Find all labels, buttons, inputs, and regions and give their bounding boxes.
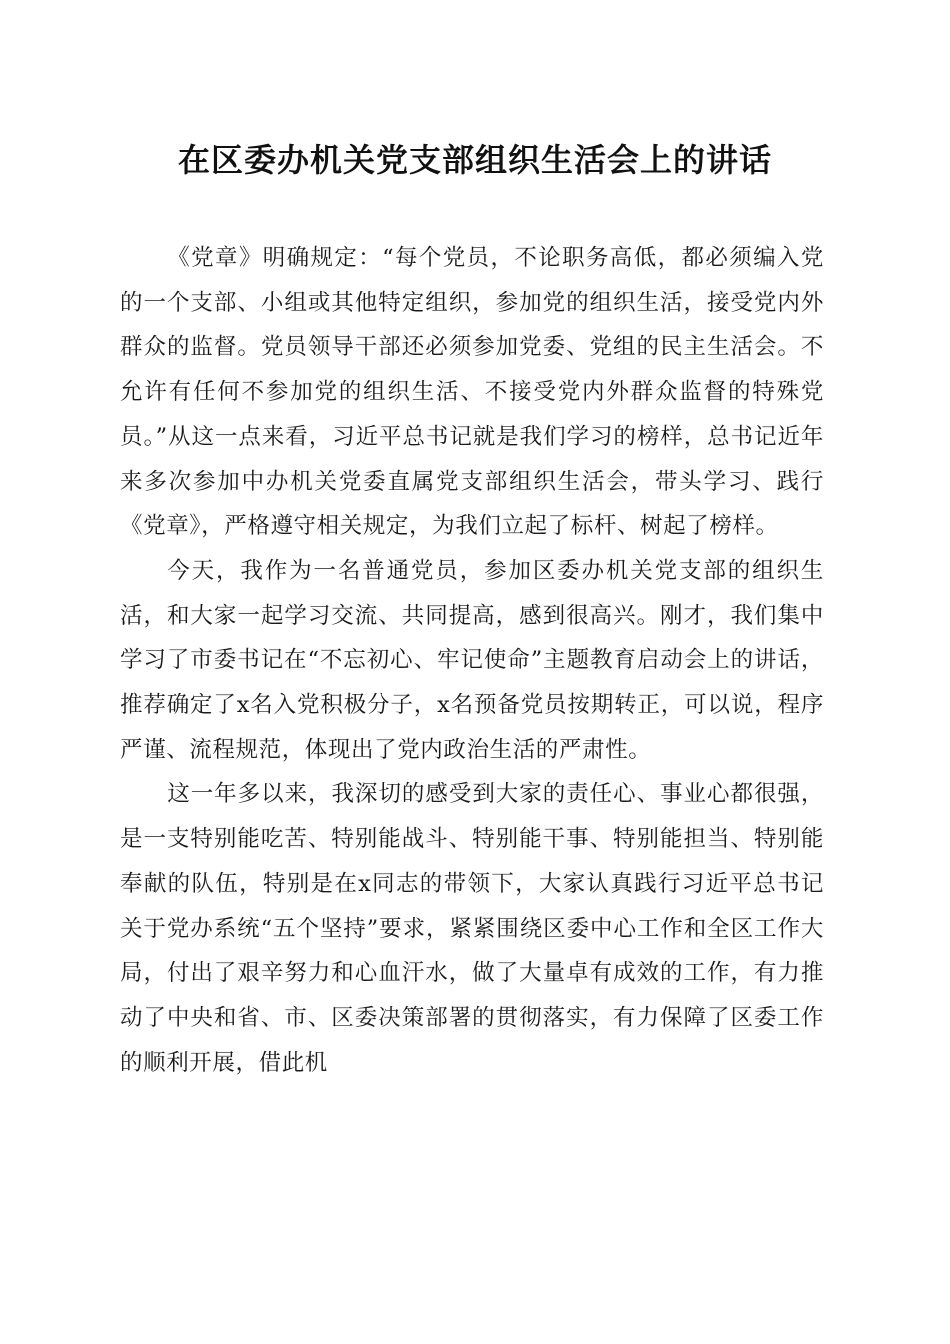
document-body — [120, 236, 824, 1085]
paragraph-1: 《党章》明确规定：“每个党员，不论职务高低，都必须编入党的一个支部、小组或其他特定组织，参加党的组织生活，接受党内外群众的监督。党员领导干部还必须参加党委、党组的民主生活会。不允许有任何不参加党的组织生活、不接受党内外群众监督的特殊党员。”从这一点来看，习近平总书记就是我们学习的榜样，总书记近年来多次参加中办机关党委直属党支部组织生活会，带头学习、践行《党章》，严格遵守相关规定，为我们立起了标杆、树起了榜样。 — [120, 245, 824, 540]
paragraph-3: 这一年多以来，我深切的感受到大家的责任心、事业心都很强，是一支特别能吃苦、特别能战斗、特别能干事、特别能担当、特别能奉献的队伍，特别是在x同志的带领下，大家认真践行习近平总书记关于党办系统“五个坚持”要求，紧紧围绕区委中心工作和全区工作大局，付出了艰辛努力和心血汗水，做了大量卓有成效的工作，有力推动了中央和省、市、区委决策部署的贯彻落实，有力保障了区委工作的顺利开展，借此机 — [120, 781, 824, 1076]
paragraph-2: 今天，我作为一名普通党员，参加区委办机关党支部的组织生活，和大家一起学习交流、共同提高，感到很高兴。刚才，我们集中学习了市委书记在“不忘初心、牢记使命”主题教育启动会上的讲话，推荐确定了x名入党积极分子，x名预备党员按期转正，可以说，程序严谨、流程规范，体现出了党内政治生活的严肃性。 — [120, 557, 824, 763]
document-title: 在区委办机关党支部组织生活会上的讲话 — [177, 141, 772, 179]
